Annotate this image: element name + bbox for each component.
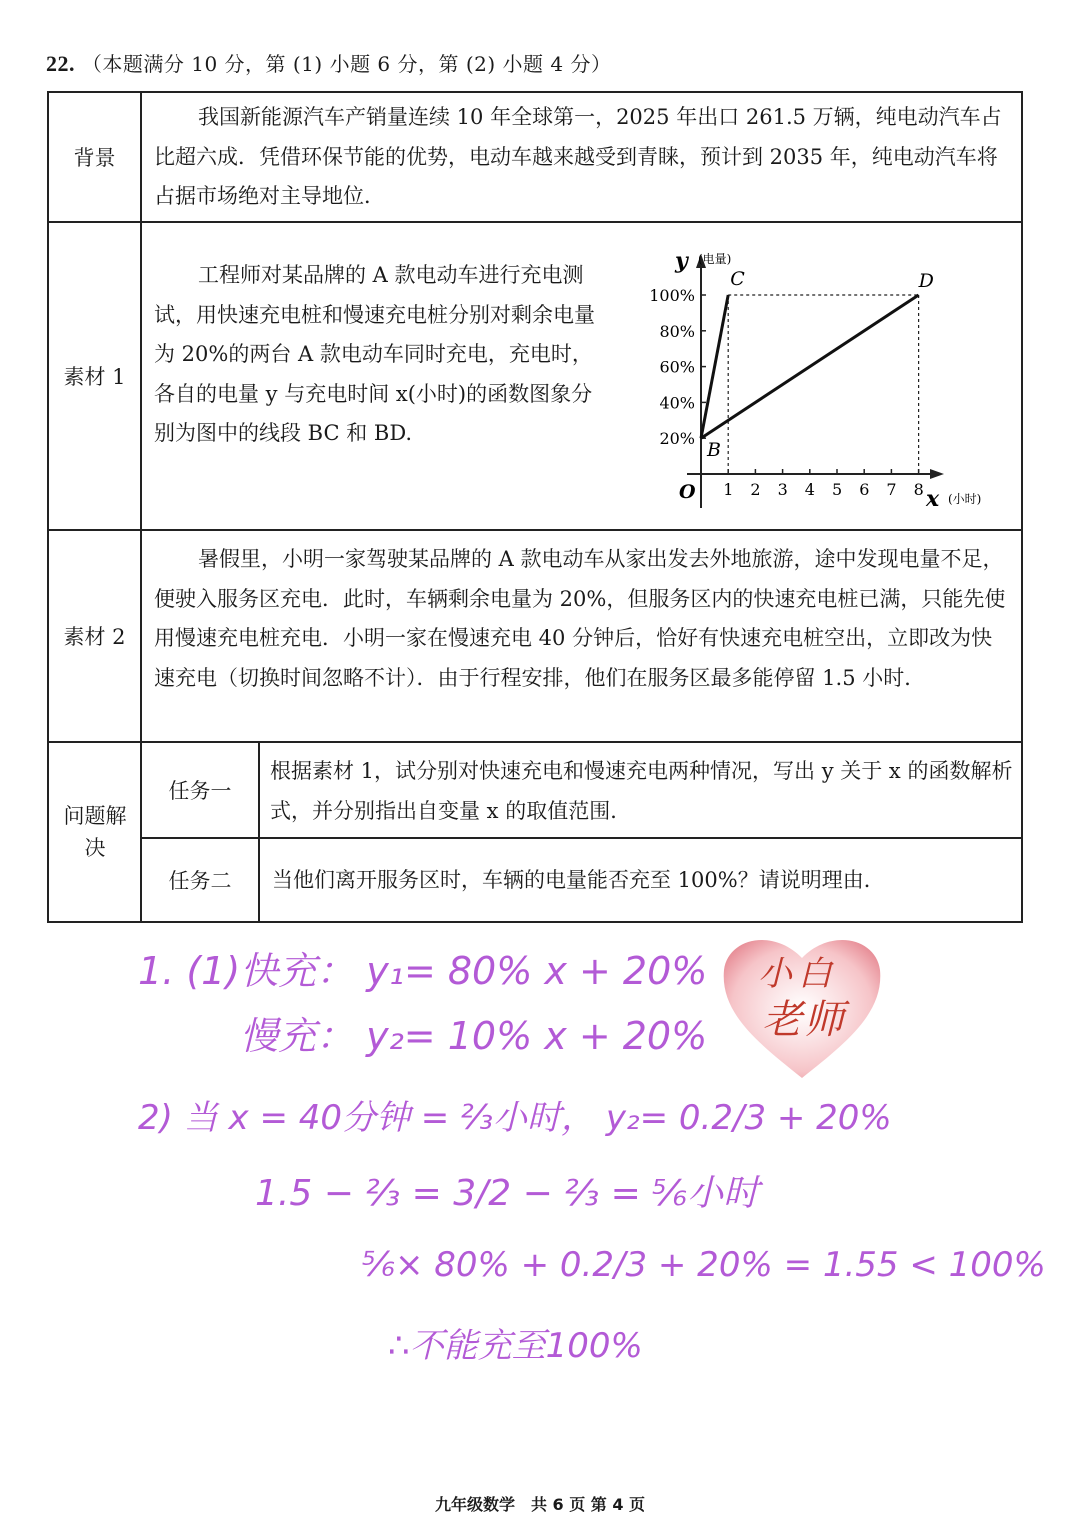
point-label-D: D [918,270,934,292]
question-header [46,48,612,77]
material2-text: 暑假里，小明一家驾驶某品牌的 A 款电动车从家出发去外地旅游，途中发现电量不足，便驶入服务区充电．此时，车辆剩余电量为 20%，但服务区内的快速充电桩已满，只能先使用慢速充电桩充电．小明一家在慢速充电 40 分钟后，恰好有快速充电桩空出，立即改为快速充电（切换时间忽略不计）．由于行程安排，他们在服务区最多能停留 1.5 小时． [154,547,1006,690]
y-tick-label: 80% [659,321,695,341]
x-axis-unit: (小时) [948,492,982,506]
hw-line-2: 慢充： y₂= 10% x + 20% [240,1014,708,1058]
x-tick-label: 4 [804,480,815,499]
teacher-stamp [718,928,886,1084]
task2-text: 当他们离开服务区时，车辆的电量能否充至 100%？请说明理由． [272,868,885,892]
point-label-C: C [730,268,745,290]
x-axis-label: x [926,486,940,512]
hw-line-4: 1.5 − ⅔ = 3/2 − ⅔ = ⅚小时 [255,1173,760,1214]
task1-text: 根据素材 1，试分别对快速充电和慢速充电两种情况，写出 y 关于 x 的函数解析式，并分别指出自变量 x 的取值范围． [270,759,1013,823]
x-tick-label: 8 [913,480,924,499]
problem-label: 问题解决 [63,804,127,860]
question-scoring: （本题满分 10 分，第 (1) 小题 6 分，第 (2) 小题 4 分） [81,52,612,76]
material1-label: 素材 1 [63,365,126,389]
background-text: 我国新能源汽车产销量连续 10 年全球第一，2025 年出口 261.5 万辆，纯电动汽车占比超六成．凭借环保节能的优势，电动车越来越受到青睐，预计到 2035 年，纯电动汽车将占据市场绝对主导地位． [154,105,1002,208]
y-axis-unit: (电量) [698,252,732,266]
y-tick-label: 20% [659,429,695,449]
hw-line-3: 2) 当 x = 40分钟 = ⅔小时， y₂= 0.2/3 + 20% [138,1098,892,1138]
segment-BD [701,295,919,438]
x-tick-label: 1 [723,480,734,499]
hw-line-6: ∴不能充至100% [388,1326,643,1366]
x-tick-label: 7 [886,480,897,499]
y-axis-label: y [675,248,688,274]
x-axis-arrow [930,469,944,479]
material2-label: 素材 2 [63,625,126,649]
task2-label: 任务二 [168,869,232,893]
hw-line-5: ⅚× 80% + 0.2/3 + 20% = 1.55 < 100% [362,1245,1046,1285]
background-label: 背景 [73,146,116,170]
stamp-line2: 老师 [762,997,846,1043]
y-tick-label: 100% [649,286,695,305]
x-tick-label: 3 [777,480,788,499]
y-tick-label: 40% [659,393,695,413]
y-tick-label: 60% [659,357,695,377]
origin-label: O [679,481,696,503]
x-tick-label: 5 [832,480,843,499]
x-tick-label: 2 [750,480,761,499]
task1-label: 任务一 [168,779,232,803]
stamp-line1: 小白 [758,954,838,994]
x-tick-label: 6 [859,480,870,499]
charging-chart [630,236,1010,522]
material1-text: 工程师对某品牌的 A 款电动车进行充电测试，用快速充电桩和慢速充电桩分别对剩余电量为 20%的两台 A 款电动车同时充电，充电时，各自的电量 y 与充电时间 x(小时)的函数图象分别为图中的线段 BC 和 BD. [154,263,595,445]
question-number: 22. [46,51,75,76]
point-label-B: B [707,439,721,462]
hw-line-1: 1. (1)快充： y₁= 80% x + 20% [138,949,708,993]
page-footer: 九年级数学 共 6 页 第 4 页 [434,1495,646,1514]
